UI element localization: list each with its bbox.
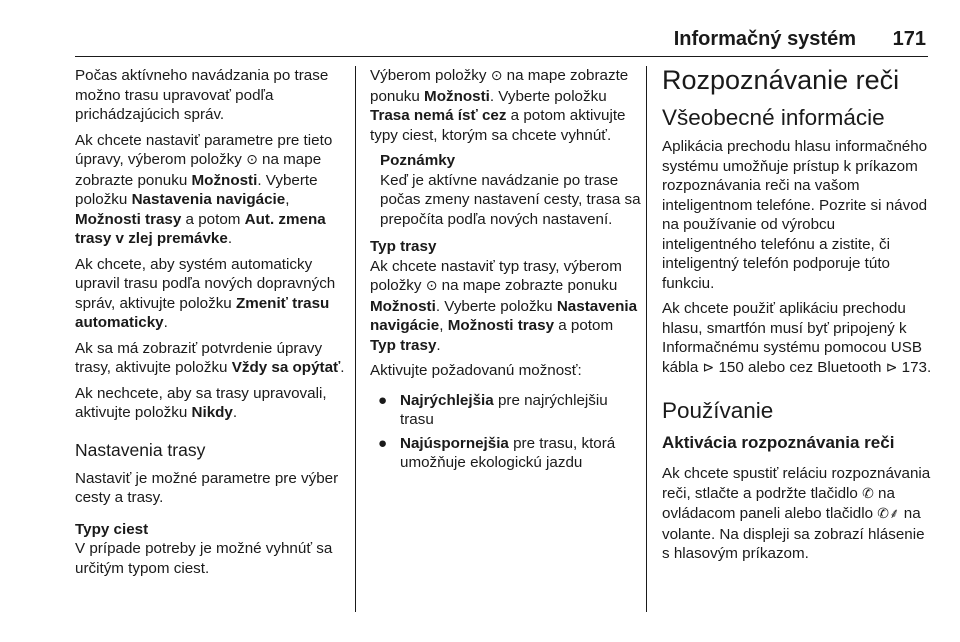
column-divider-right [646,66,647,612]
subsection-heading: Aktivácia rozpoznávania reči [662,433,895,452]
list-item: ● Najúspornejšia pre trasu, ktorá umožňuje ekologickú jazdu [378,434,616,471]
section-heading: Nastavenia trasy [75,439,206,460]
reference-arrow-icon: ⊳ [885,359,898,376]
chapter-title: Rozpoznávanie reči [662,65,900,95]
subsection-heading: Typ trasy [370,238,437,255]
paragraph: Ak sa má zobraziť potvrdenie úpravy trasy, aktivujte položku Vždy sa opýtať. [75,339,345,376]
voice-icon: ✆⸙ [877,506,900,522]
note-text: Keď je aktívne navádzanie po trase počas zmeny nastavení cesty, trasa sa prepočíta podľa nových nastavení. [380,171,641,228]
paragraph: Ak chcete nastaviť parametre pre tieto úpravy, výberom položky ⊙ na mape zobrazte ponuku Možnosti. Vyberte položku Nastavenia navigácie, Možnosti trasy a potom Aut. zmena trasy v zlej premávke. [75,131,333,247]
page-header [75,28,928,58]
paragraph: Ak chcete použiť aplikáciu prechodu hlasu, smartfón musí byť pripojený k Informačnému systému pomocou USB kábla ⊳ 150 alebo cez Bluetooth ⊳ 173. [662,300,932,376]
options-icon: ⊙ [425,278,438,294]
paragraph: Ak chcete, aby systém automaticky upravil trasu podľa nových dopravných správ, aktivujte položku Zmeniť trasu automaticky. [75,255,336,331]
phone-icon: ✆ [862,485,874,502]
header-title: Informačný systém [673,28,856,50]
paragraph: Aktivujte požadovanú možnosť: [370,362,582,379]
paragraph: Ak nechcete, aby sa trasy upravovali, aktivujte položku Nikdy. [75,384,327,421]
options-icon: ⊙ [490,68,503,84]
paragraph: V prípade potreby je možné vyhnúť sa určitým typom ciest. [75,540,333,577]
paragraph: Aplikácia prechodu hlasu informačného systému umožňuje prístup k príkazom rozpoznávania reči na vašom inteligentnom telefóne. Pozrite si návod na používanie od výrobcu inteligentného telefónu a zistite, či inteligentný telefón podporuje túto funkciu. [662,138,928,292]
bullet-icon: ● [378,391,388,409]
paragraph: Ak chcete nastaviť typ trasy, výberom položky ⊙ na mape zobrazte ponuku Možnosti. Vyberte položku Nastavenia navigácie, Možnosti trasy a potom Typ trasy. [370,257,638,354]
list-item: ● Najrýchlejšia pre najrýchlejšiu trasu [378,391,608,428]
bullet-icon: ● [378,434,388,452]
page-number: 171 [892,28,926,50]
paragraph: Počas aktívneho navádzania po trase možno trasu upravovať podľa prichádzajúcich správ. [75,67,329,123]
paragraph: Výberom položky ⊙ na mape zobrazte ponuku Možnosti. Vyberte položku Trasa nemá ísť cez a potom aktivujte typy ciest, ktorým sa chcete vyhnúť. [370,67,629,144]
reference-arrow-icon: ⊳ [702,359,715,376]
header-rule [75,56,928,57]
column-divider-left [355,66,356,612]
column-left [75,66,347,584]
section-heading: Používanie [662,398,774,423]
paragraph: Ak chcete spustiť reláciu rozpoznávania reči, stlačte a podržte tlačidlo ✆ na ovládacom paneli alebo tlačidlo ✆⸙ na volante. Na displeji sa zobrazí hlásenie s hlasovým príkazom. [662,465,931,562]
column-right [662,66,932,570]
subsection-heading: Typy ciest [75,520,149,538]
note-box [370,151,642,229]
column-middle [370,66,642,477]
note-title: Poznámky [380,152,456,169]
section-heading: Všeobecné informácie [662,105,885,130]
paragraph: Nastaviť je možné parametre pre výber cesty a trasy. [75,469,339,506]
options-icon: ⊙ [246,152,258,168]
